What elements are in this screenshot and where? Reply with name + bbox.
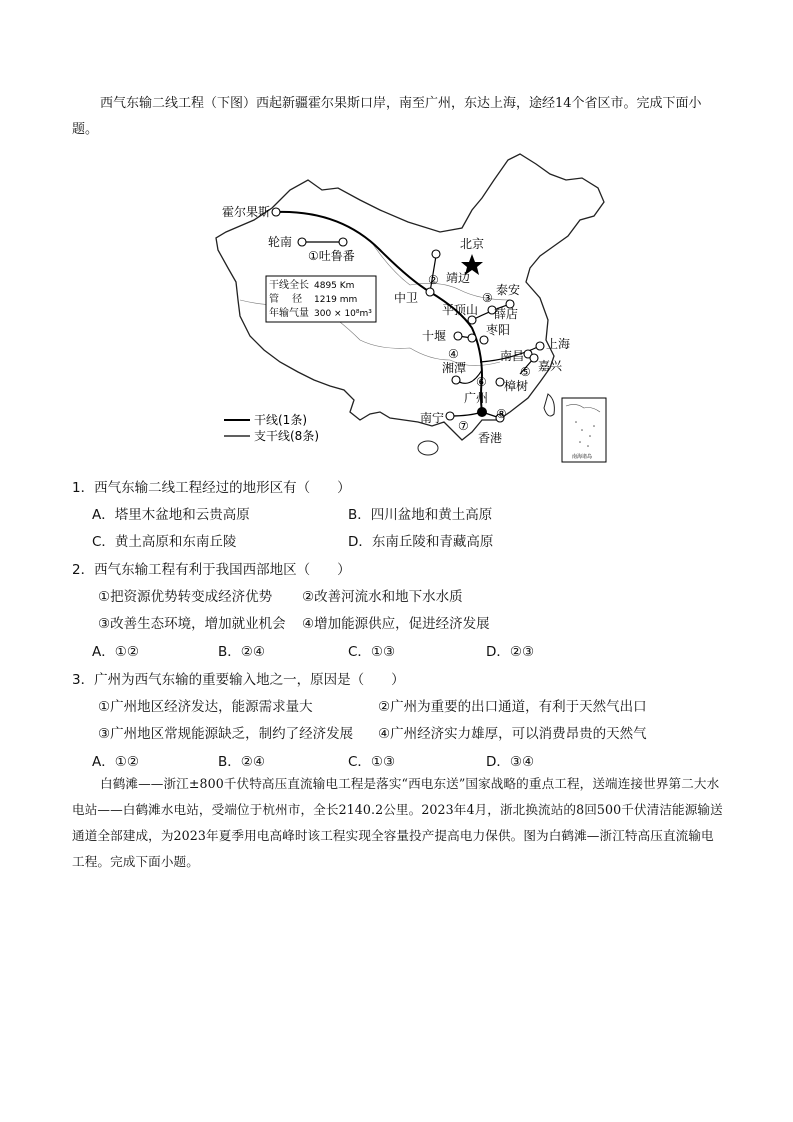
label-xianggang: 香港 [478, 431, 503, 445]
station-xiangtan [452, 376, 460, 384]
label-xuedian: 薛店 [494, 307, 519, 321]
q1-option-d[interactable]: D．东南丘陵和青藏高原 [348, 534, 494, 550]
label-jiaxing: 嘉兴 [538, 359, 563, 373]
question-3-stem: 3．广州为西气东输的重要输入地之一，原因是（ ） [72, 672, 405, 688]
q2-statement-4: ④增加能源供应，促进经济发展 [302, 616, 490, 632]
label-num4: ④ [448, 347, 459, 361]
q3-option-a[interactable]: A．①② [92, 754, 139, 770]
station-zaoyang [480, 336, 488, 344]
label-huoerguosi: 霍尔果斯 [222, 205, 271, 219]
inset-label: 南海诸岛 [572, 454, 593, 460]
label-xiangtan: 湘潭 [442, 361, 467, 375]
info-row3-value: 300 × 10⁸m³ [314, 309, 372, 319]
label-zhangshu: 樟树 [504, 379, 529, 393]
station-tulufan [339, 238, 347, 246]
station-jiaxing [530, 354, 538, 362]
q2-statement-3: ③改善生态环境，增加就业机会 [98, 616, 286, 632]
taiwan-island [544, 394, 554, 416]
station-guangzhou [477, 407, 487, 417]
label-beijing: 北京 [460, 237, 485, 251]
q3-statement-3: ③广州地区常规能源缺乏，制约了经济发展 [98, 726, 354, 742]
info-row1-value: 4895 Km [314, 281, 355, 291]
label-taian: 泰安 [496, 283, 521, 297]
station-pingdingshan [468, 316, 476, 324]
q3-option-b[interactable]: B．②④ [218, 754, 265, 770]
legend-main-label: 干线(1条) [254, 413, 307, 427]
q1-option-a[interactable]: A．塔里木盆地和云贵高原 [92, 507, 250, 523]
station-shanghai [536, 342, 544, 350]
label-lunnan: 轮南 [268, 235, 293, 249]
q3-statement-1: ①广州地区经济发达，能源需求量大 [98, 699, 313, 715]
q3-statement-4: ④广州经济实力雄厚，可以消费昂贵的天然气 [378, 726, 647, 742]
label-guangzhou: 广州 [464, 391, 489, 405]
q1-option-b[interactable]: B．四川盆地和黄土高原 [348, 507, 493, 523]
station-zhongwei [426, 288, 434, 296]
station-zhangshu [496, 378, 504, 386]
q2-statement-1: ①把资源优势转变成经济优势 [98, 589, 273, 605]
q2-option-d[interactable]: D．②③ [486, 644, 535, 660]
info-row1-label: 干线全长 [269, 280, 309, 291]
station-jingbian [432, 250, 440, 258]
info-row2-value: 1219 mm [314, 295, 358, 305]
q1-option-c[interactable]: C．黄土高原和东南丘陵 [92, 534, 237, 550]
question-2-stem: 2．西气东输工程有利于我国西部地区（ ） [72, 562, 351, 578]
intro-paragraph-1: 西气东输二线工程（下图）西起新疆霍尔果斯口岸，南至广州，东达上海，途经14个省区市。完成下面小题。 [72, 96, 702, 137]
label-xuedian-num: ③ [482, 291, 493, 305]
label-num5: ⑤ [520, 365, 531, 379]
info-row2-label: 管 径 [269, 294, 303, 305]
station-shiyan-2 [468, 334, 476, 342]
label-jingbian: 靖边 [446, 271, 471, 285]
legend-branch-label: 支干线(8条) [254, 429, 319, 443]
q2-option-c[interactable]: C．①③ [348, 644, 396, 660]
q2-option-a[interactable]: A．①② [92, 644, 139, 660]
intro-paragraph-2: 白鹤滩——浙江±800千伏特高压直流输电工程是落实“西电东送”国家战略的重点工程，送端连接世界第二大水电站——白鹤滩水电站，受端位于杭州市，全长2140.2公里。2023年4月，浙北换流站的8回500千伏清洁能源输送通道全部建成，为2023年夏季用电高峰时该工程实现全容量投产提高电力保供。图为白鹤滩—浙江特高压直流输电工程。完成下面小题。 [72, 776, 723, 869]
label-num7: ⑦ [458, 419, 469, 433]
label-shiyan: 十堰 [422, 329, 447, 343]
pipeline-map [210, 150, 610, 465]
station-nanning [446, 412, 454, 420]
q2-statement-2: ②改善河流水和地下水水质 [302, 589, 463, 605]
info-row3-label: 年输气量 [269, 308, 309, 319]
label-num6: ⑥ [476, 375, 487, 389]
station-shiyan-1 [454, 332, 462, 340]
q3-option-d[interactable]: D．③④ [486, 754, 535, 770]
label-shanghai: 上海 [546, 337, 571, 351]
station-huoerguosi [272, 208, 280, 216]
label-zhongwei: 中卫 [394, 291, 419, 305]
label-nanning: 南宁 [420, 411, 445, 425]
q3-option-c[interactable]: C．①③ [348, 754, 396, 770]
q2-option-b[interactable]: B．②④ [218, 644, 265, 660]
label-num8: ⑧ [496, 407, 507, 421]
hainan-island [418, 441, 438, 455]
label-nanchang: 南昌 [500, 349, 525, 363]
q3-statement-2: ②广州为重要的出口通道，有利于天然气出口 [378, 699, 647, 715]
label-zaoyang: 枣阳 [486, 323, 511, 337]
south-sea-inset [562, 398, 606, 462]
station-lunnan [298, 238, 306, 246]
label-pingdingshan: 平顶山 [442, 303, 479, 317]
label-tulufan: ①吐鲁番 [308, 249, 355, 263]
label-jingbian-num: ② [428, 273, 439, 287]
question-1-stem: 1．西气东输二线工程经过的地形区有（ ） [72, 480, 351, 496]
